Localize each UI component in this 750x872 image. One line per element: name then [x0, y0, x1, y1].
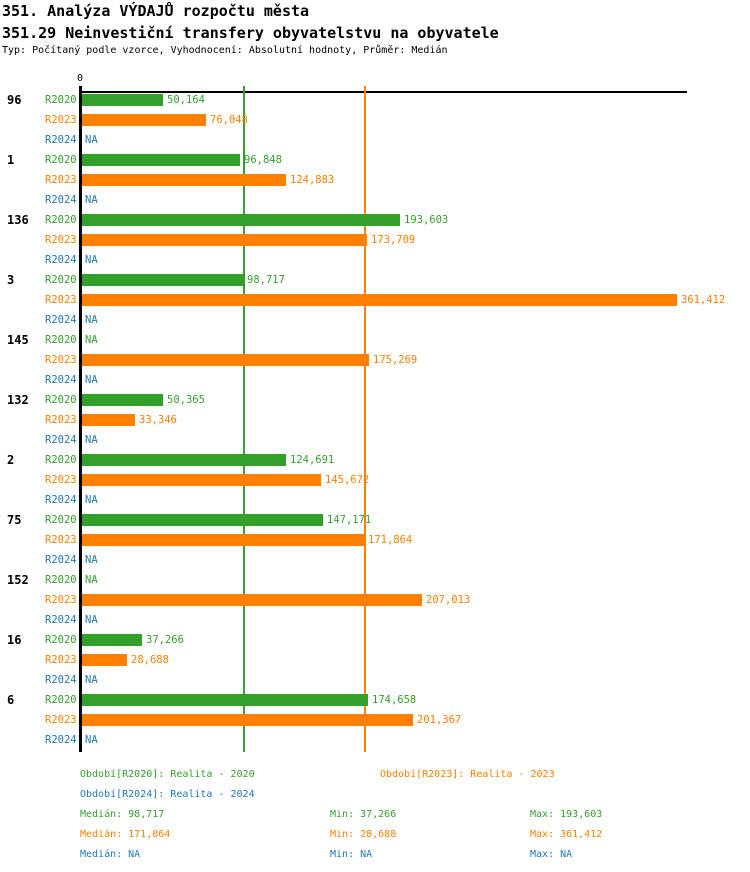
bar-value-label: 174,658 [372, 694, 417, 706]
series-label-r2023: R2023 [45, 534, 77, 546]
series-label-r2020: R2020 [45, 394, 77, 406]
group-label: 2 [7, 453, 15, 467]
page-title: 351. Analýza VÝDAJŮ rozpočtu města [2, 2, 310, 20]
median-refline-r2023 [364, 86, 366, 752]
series-label-r2023: R2023 [45, 414, 77, 426]
series-label-r2020: R2020 [45, 214, 77, 226]
group-label: 96 [7, 93, 22, 107]
bar-r2023 [82, 114, 206, 126]
series-label-r2023: R2023 [45, 594, 77, 606]
na-value-label: NA [85, 334, 98, 346]
series-label-r2023: R2023 [45, 654, 77, 666]
bar-value-label: 361,412 [681, 294, 726, 306]
bar-value-label: 50,164 [167, 94, 205, 106]
bar-r2020 [82, 454, 286, 466]
bar-r2023 [82, 234, 367, 246]
bar-value-label: 50,365 [167, 394, 205, 406]
bar-r2023 [82, 174, 286, 186]
group-label: 136 [7, 213, 29, 227]
group-label: 3 [7, 273, 15, 287]
stat-min-r2020: Min: 37,266 [330, 809, 397, 820]
bar-value-label: 173,709 [371, 234, 416, 246]
series-label-r2024: R2024 [45, 134, 77, 146]
series-label-r2024: R2024 [45, 254, 77, 266]
series-label-r2024: R2024 [45, 194, 77, 206]
bar-value-label: 171,864 [368, 534, 413, 546]
series-label-r2024: R2024 [45, 674, 77, 686]
series-label-r2020: R2020 [45, 514, 77, 526]
bar-value-label: 96,848 [244, 154, 282, 166]
bar-r2023 [82, 414, 135, 426]
series-label-r2024: R2024 [45, 494, 77, 506]
bar-r2020 [82, 214, 400, 226]
meta-line: Typ: Počítaný podle vzorce, Vyhodnocení: Absolutní hodnoty, Průměr: Medián [2, 45, 448, 56]
bar-r2023 [82, 594, 422, 606]
bar-value-label: 201,367 [417, 714, 462, 726]
group-label: 145 [7, 333, 29, 347]
bar-value-label: 37,266 [146, 634, 184, 646]
series-label-r2020: R2020 [45, 274, 77, 286]
series-label-r2020: R2020 [45, 694, 77, 706]
na-value-label: NA [85, 554, 98, 566]
bar-r2023 [82, 294, 677, 306]
bar-r2023 [82, 474, 321, 486]
bar-value-label: 124,691 [290, 454, 335, 466]
bar-value-label: 147,171 [327, 514, 372, 526]
bar-value-label: 28,688 [131, 654, 169, 666]
axis-zero-label: 0 [77, 73, 84, 84]
bar-r2023 [82, 534, 364, 546]
na-value-label: NA [85, 254, 98, 266]
bar-r2023 [82, 714, 413, 726]
bar-value-label: 207,013 [426, 594, 471, 606]
series-label-r2023: R2023 [45, 714, 77, 726]
legend-item-r2024: Období[R2024]: Realita - 2024 [80, 789, 255, 800]
bar-value-label: 98,717 [247, 274, 285, 286]
na-value-label: NA [85, 674, 98, 686]
na-value-label: NA [85, 734, 98, 746]
legend-item-r2023: Období[R2023]: Realita - 2023 [380, 769, 555, 780]
series-label-r2024: R2024 [45, 554, 77, 566]
stat-median-r2024: Medián: NA [80, 849, 141, 860]
series-label-r2023: R2023 [45, 474, 77, 486]
group-label: 152 [7, 573, 29, 587]
na-value-label: NA [85, 314, 98, 326]
bar-value-label: 76,048 [210, 114, 248, 126]
bar-r2020 [82, 274, 243, 286]
series-label-r2024: R2024 [45, 374, 77, 386]
na-value-label: NA [85, 574, 98, 586]
stat-min-r2023: Min: 28,688 [330, 829, 397, 840]
bar-value-label: 124,883 [290, 174, 335, 186]
bar-value-label: 33,346 [139, 414, 177, 426]
stat-max-r2023: Max: 361,412 [530, 829, 603, 840]
stat-max-r2020: Max: 193,603 [530, 809, 603, 820]
bar-r2020 [82, 694, 368, 706]
na-value-label: NA [85, 434, 98, 446]
series-label-r2023: R2023 [45, 114, 77, 126]
series-label-r2024: R2024 [45, 434, 77, 446]
stat-min-r2024: Min: NA [330, 849, 373, 860]
series-label-r2020: R2020 [45, 94, 77, 106]
group-label: 6 [7, 693, 15, 707]
series-label-r2024: R2024 [45, 614, 77, 626]
series-label-r2023: R2023 [45, 234, 77, 246]
x-axis-line [80, 91, 687, 93]
series-label-r2020: R2020 [45, 634, 77, 646]
series-label-r2024: R2024 [45, 314, 77, 326]
series-label-r2020: R2020 [45, 154, 77, 166]
bar-r2020 [82, 634, 142, 646]
bar-r2023 [82, 354, 369, 366]
bar-r2020 [82, 154, 240, 166]
series-label-r2020: R2020 [45, 454, 77, 466]
page-subtitle: 351.29 Neinvestiční transfery obyvatelstvu na obyvatele [2, 24, 499, 42]
stat-median-r2023: Medián: 171,864 [80, 829, 171, 840]
na-value-label: NA [85, 494, 98, 506]
bar-value-label: 175,269 [373, 354, 418, 366]
group-label: 132 [7, 393, 29, 407]
bar-value-label: 145,672 [325, 474, 370, 486]
legend-item-r2020: Období[R2020]: Realita - 2020 [80, 769, 255, 780]
series-label-r2023: R2023 [45, 354, 77, 366]
na-value-label: NA [85, 614, 98, 626]
na-value-label: NA [85, 134, 98, 146]
series-label-r2024: R2024 [45, 734, 77, 746]
series-label-r2023: R2023 [45, 174, 77, 186]
na-value-label: NA [85, 374, 98, 386]
series-label-r2020: R2020 [45, 334, 77, 346]
group-label: 1 [7, 153, 15, 167]
bar-r2020 [82, 394, 163, 406]
bar-value-label: 193,603 [404, 214, 449, 226]
series-label-r2023: R2023 [45, 294, 77, 306]
stat-median-r2020: Medián: 98,717 [80, 809, 165, 820]
stat-max-r2024: Max: NA [530, 849, 573, 860]
na-value-label: NA [85, 194, 98, 206]
bar-r2020 [82, 514, 323, 526]
bar-r2020 [82, 94, 163, 106]
series-label-r2020: R2020 [45, 574, 77, 586]
bar-r2023 [82, 654, 127, 666]
group-label: 16 [7, 633, 22, 647]
group-label: 75 [7, 513, 22, 527]
